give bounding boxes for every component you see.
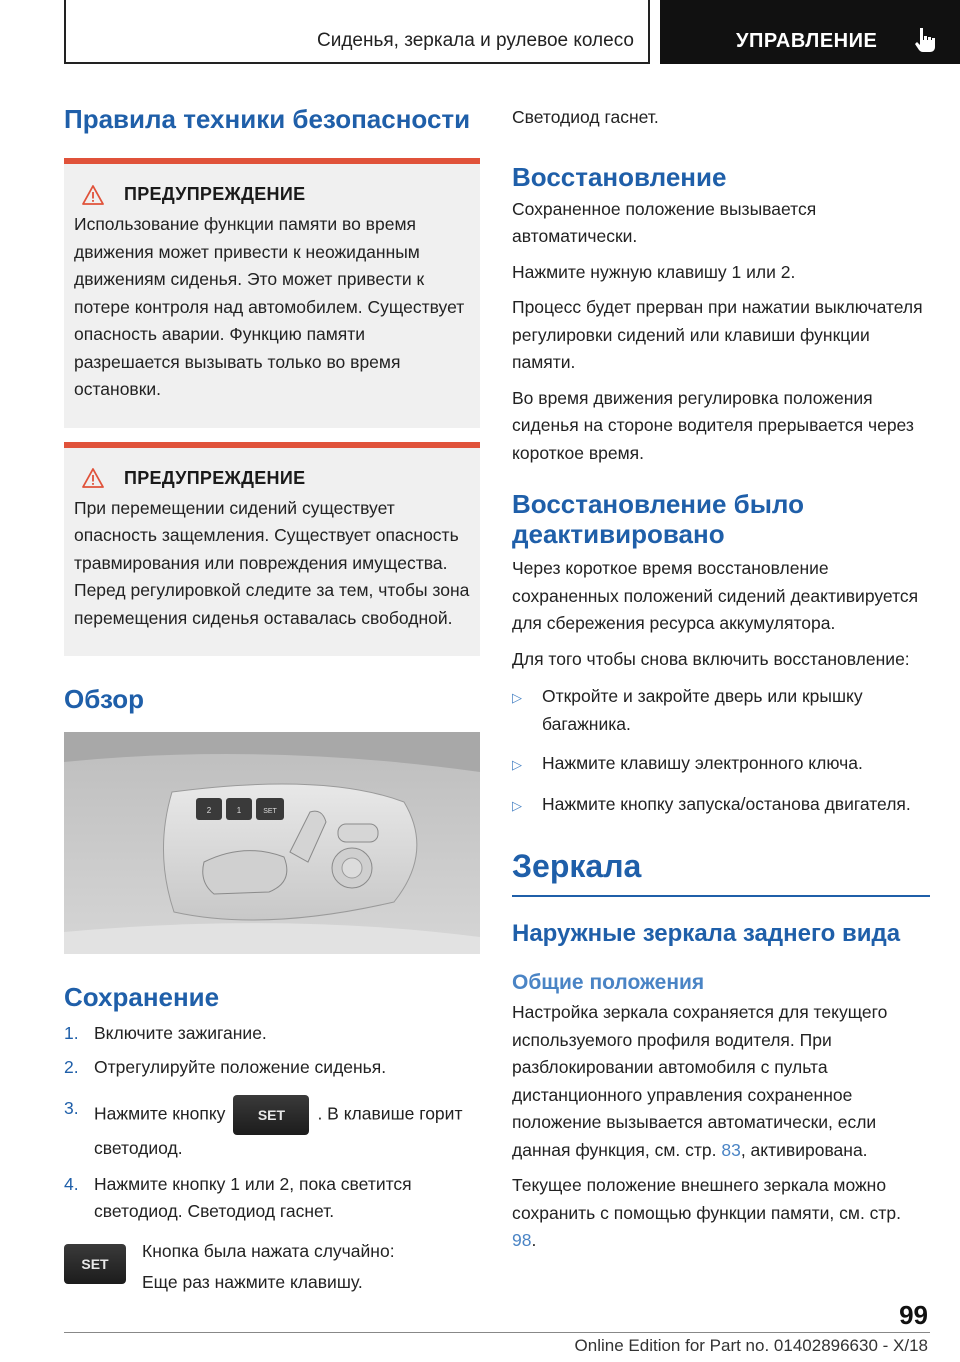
step-number: 3.	[64, 1098, 79, 1118]
footer-rule	[64, 1332, 930, 1333]
warning-text: При перемещении сидений существует опасность защемления. Существует опасность травмирования или повреждения имущества. Перед регулировкой следите за тем, чтобы зона перемещения сиденья оставалась свободной.	[74, 497, 470, 628]
restore-paragraph-4: Во время движения регулировка положения сиденья на стороне водителя прерывается через короткое время.	[512, 387, 914, 463]
step-text-pre: Нажмите кнопку	[94, 1103, 226, 1124]
deactivated-paragraph-2: Для того чтобы снова включить восстановление:	[512, 648, 910, 669]
bullet-text: Откройте и закройте дверь или крышку багажника.	[542, 686, 863, 734]
photo-button-set: SET	[263, 808, 277, 815]
restore-heading: Восстановление	[512, 161, 727, 192]
general-paragraph-1-b: , активирована.	[740, 1139, 868, 1160]
safety-heading: Правила техники безопасности	[64, 104, 471, 134]
page-link-83[interactable]: 83	[721, 1139, 741, 1160]
bullet-item	[512, 683, 930, 738]
warning-triangle-icon	[82, 468, 104, 488]
mirrors-heading-rule	[512, 895, 930, 897]
restore-paragraph-2: Нажмите нужную клавишу 1 или 2.	[512, 261, 796, 282]
save-steps-list	[64, 1020, 480, 1226]
general-paragraph-2-a: Текущее положение внешнего зеркала можно сохранить с помощью функции памяти, см. стр.	[512, 1175, 902, 1223]
save-heading: Сохранение	[64, 982, 220, 1012]
general-paragraph-1	[512, 999, 930, 1164]
general-heading: Общие положения	[512, 971, 705, 994]
seat-controls-photo	[64, 732, 480, 954]
page-number: 99	[899, 1300, 928, 1330]
step-number: 4.	[64, 1173, 79, 1194]
restore-paragraph-3: Процесс будет прерван при нажатии выключателя регулировки сидений или клавиши функции памяти.	[512, 297, 923, 372]
accidental-text-1: Кнопка была нажата случайно:	[142, 1240, 395, 1261]
step-item	[64, 1171, 480, 1226]
warning-title-row	[82, 184, 470, 205]
accidental-text-2: Еще раз нажмите клавишу.	[142, 1272, 363, 1292]
header-chapter-title: УПРАВЛЕНИЕ	[736, 30, 878, 52]
overview-heading: Обзор	[64, 684, 144, 714]
arrow-right-icon: ▷	[512, 690, 522, 705]
header-section-box	[64, 0, 650, 64]
photo-button-1: 1	[236, 806, 242, 815]
general-paragraph-1-a: Настройка зеркала сохраняется для текущего используемого профиля водителя. При разблокировании автомобиля с пульта дистанционного управления сохраненное положение вызывается автоматически, если данная функция, см. стр.	[512, 1002, 888, 1160]
bullet-text: Нажмите кнопку запуска/останова двигателя.	[542, 793, 911, 814]
header-section-title: Сиденья, зеркала и рулевое колесо	[317, 30, 634, 51]
warning-text: Использование функции памяти во время движения может привести к неожиданным движениям сиденья. Это может привести к потере контроля над автомобилем. Существует опасность аварии. Функцию памяти разрешается вызывать только во время остановки.	[74, 214, 465, 399]
step-text: Нажмите кнопку 1 или 2, пока светится светодиод. Светодиод гаснет.	[94, 1173, 412, 1221]
page-link-98[interactable]: 98	[512, 1230, 532, 1250]
step-number: 1.	[64, 1023, 79, 1043]
restore-paragraph-1: Сохраненное положение вызывается автоматически.	[512, 198, 817, 246]
step-text: Включите зажигание.	[94, 1023, 267, 1043]
general-paragraph-2-b: .	[531, 1230, 537, 1250]
bullet-item	[512, 791, 930, 820]
step-item	[64, 1095, 480, 1163]
photo-button-2: 2	[206, 806, 212, 815]
hand-pointer-icon	[914, 26, 940, 54]
warning-title-row	[82, 468, 470, 489]
deactivated-heading: Восстановление было деактивировано	[512, 489, 804, 549]
outer-mirrors-heading: Наружные зеркала заднего вида	[512, 920, 901, 947]
footer-edition: Online Edition for Part no. 01402896630 - X/18	[574, 1336, 928, 1355]
bullet-item	[512, 750, 930, 779]
step-text	[94, 1095, 480, 1163]
general-paragraph-2	[512, 1172, 930, 1255]
step-item	[64, 1020, 480, 1048]
warning-triangle-icon	[82, 185, 104, 205]
warning-title: ПРЕДУПРЕЖДЕНИЕ	[124, 467, 306, 488]
led-off-text: Светодиод гаснет.	[512, 107, 659, 127]
step-number: 2.	[64, 1056, 79, 1077]
warning-title: ПРЕДУПРЕЖДЕНИЕ	[124, 184, 306, 204]
bullet-text: Нажмите клавишу электронного ключа.	[542, 753, 863, 773]
warning-box-1	[64, 158, 480, 428]
deactivated-paragraph-1: Через короткое время восстановление сохраненных положений сидений деактивируется для сбережения ресурса аккумулятора.	[512, 558, 919, 633]
mirrors-heading: Зеркала	[512, 848, 642, 884]
header-chapter-box	[660, 0, 960, 64]
step-text-post: . В клавише горит светодиод.	[94, 1103, 463, 1158]
step-text: Отрегулируйте положение сиденья.	[94, 1056, 387, 1077]
set-key-inline: SET	[233, 1095, 309, 1135]
arrow-right-icon: ▷	[512, 797, 522, 813]
left-column	[64, 104, 480, 1297]
accidental-press-block	[64, 1238, 480, 1297]
step-item	[64, 1054, 480, 1082]
restore-bullets-list	[512, 683, 930, 819]
warning-box-2	[64, 442, 480, 657]
arrow-right-icon: ▷	[512, 757, 522, 772]
set-key-icon: SET	[64, 1244, 126, 1284]
right-column	[512, 104, 930, 1255]
